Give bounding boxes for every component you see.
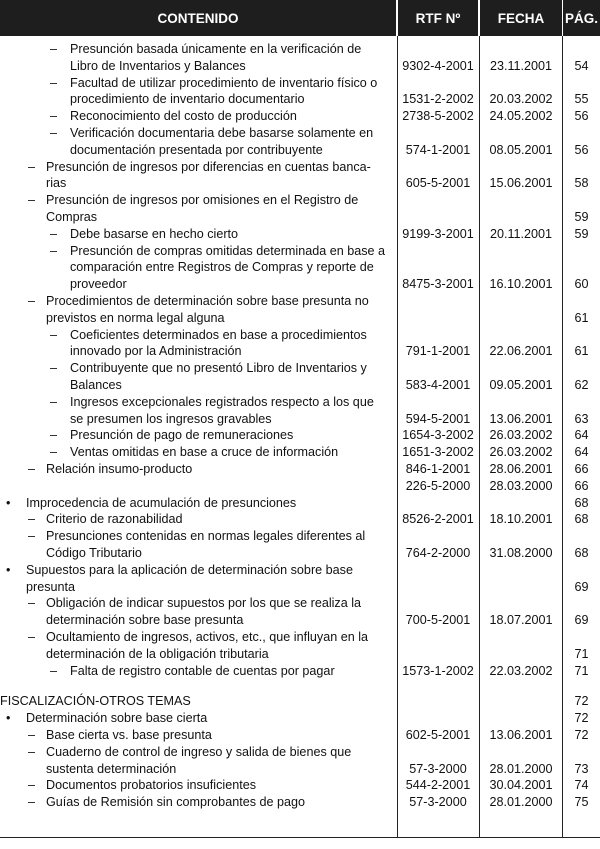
- section-heading: FISCALIZACIÓN-OTROS TEMAS: [0, 694, 191, 709]
- entry-text-line: Improcedencia de acumulación de presunciones: [26, 495, 297, 510]
- dash-marker: –: [28, 596, 36, 611]
- entry-text-line: Facultad de utilizar procedimiento de inventario físico o: [70, 75, 378, 90]
- date: 31.08.2000: [489, 545, 553, 560]
- date: 13.06.2001: [489, 728, 553, 742]
- entry-text-line: Presunción de compras omitidas determinada en base a: [70, 243, 386, 258]
- rtf-number: 594-5-2001: [405, 411, 471, 426]
- entry-text-line: Obligación de indicar supuestos por los que se realiza la: [46, 596, 362, 611]
- index-row: [0, 159, 600, 193]
- rtf-number: 8475-3-2001: [402, 277, 474, 292]
- entry-text-line: Código Tributario: [46, 545, 142, 560]
- dash-marker: –: [28, 512, 36, 527]
- bullet-marker: •: [6, 495, 11, 510]
- header-contenido: CONTENIDO: [0, 0, 396, 36]
- dash-marker: –: [50, 243, 58, 258]
- rtf-number: 1654-3-2002: [402, 428, 474, 443]
- entry-text-line: Base cierta vs. base presunta: [46, 728, 212, 742]
- page-number: 55: [574, 92, 589, 107]
- rtf-number: 700-5-2001: [405, 613, 471, 628]
- page-number: 68: [574, 545, 589, 560]
- dash-marker: –: [28, 630, 36, 644]
- entry-text-line: Reconocimiento del costo de producción: [70, 109, 297, 124]
- index-row: [0, 394, 600, 428]
- entry-text-line: determinación de la obligación tributaria: [46, 646, 269, 661]
- date: 23.11.2001: [489, 58, 553, 73]
- date: 28.06.2001: [489, 462, 553, 476]
- rtf-number: 9302-4-2001: [402, 58, 474, 73]
- index-row: [0, 663, 600, 680]
- dash-marker: –: [50, 109, 58, 124]
- index-row: [0, 41, 600, 75]
- dash-marker: –: [28, 193, 36, 208]
- date: 18.07.2001: [489, 613, 553, 628]
- entry-text-line: Supuestos para la aplicación de determinación sobre base: [26, 562, 353, 577]
- page-number: 72: [574, 694, 589, 709]
- page-number: 73: [574, 761, 589, 776]
- page-number: 61: [574, 344, 589, 359]
- entry-text-line: Presunción basada únicamente en la verificación de: [70, 42, 362, 56]
- page-number: 66: [574, 462, 589, 476]
- dash-marker: –: [50, 394, 58, 409]
- dash-marker: –: [28, 728, 36, 742]
- page-number: 75: [574, 795, 589, 810]
- page-number: 62: [574, 377, 589, 392]
- page-number: 58: [574, 176, 589, 191]
- entry-text-line: determinación sobre base presunta: [46, 613, 244, 628]
- date: 20.11.2001: [489, 226, 553, 241]
- index-row: [0, 562, 600, 596]
- entry-text-line: Ingresos excepcionales registrados respecto a los que: [70, 394, 374, 409]
- index-row: [0, 293, 600, 327]
- index-row: [0, 125, 600, 159]
- entry-text-line: documentación presentada por contribuyente: [70, 142, 323, 157]
- index-row: [0, 744, 600, 778]
- rtf-number: 1531-2-2002: [402, 92, 474, 107]
- page-number: 63: [574, 411, 589, 426]
- dash-marker: –: [50, 445, 58, 460]
- dash-marker: –: [50, 126, 58, 140]
- bottom-rule: [0, 837, 600, 838]
- date: 28.01.2000: [489, 761, 553, 776]
- dash-marker: –: [28, 795, 36, 810]
- bullet-marker: •: [6, 711, 11, 726]
- entry-text-line: Compras: [46, 209, 98, 224]
- rtf-number: 2738-5-2002: [402, 109, 474, 124]
- entry-text-line: Relación insumo-producto: [46, 462, 193, 476]
- date: 08.05.2001: [489, 142, 553, 157]
- entry-text-line: Cuaderno de control de ingreso y salida de bienes que: [46, 744, 352, 759]
- rtf-number: 226-5-2000: [405, 478, 471, 493]
- page-number: 56: [574, 109, 589, 124]
- dash-marker: –: [28, 744, 36, 759]
- index-row: [0, 495, 600, 512]
- rtf-number: 602-5-2001: [405, 728, 471, 742]
- page-number: 68: [574, 512, 589, 527]
- index-row: [0, 327, 600, 361]
- rtf-number: 1651-3-2002: [402, 445, 474, 460]
- rtf-number: 574-1-2001: [405, 142, 471, 157]
- index-row: [0, 629, 600, 663]
- index-row: [0, 511, 600, 528]
- entry-text-line: Verificación documentaria debe basarse solamente en: [70, 126, 374, 140]
- entry-text-line: procedimiento de inventario documentario: [70, 92, 305, 107]
- dash-marker: –: [28, 778, 36, 793]
- index-row: [0, 595, 600, 629]
- rtf-number: 8526-2-2001: [402, 512, 474, 527]
- entry-text-line: Procedimientos de determinación sobre base presunta no: [46, 294, 369, 308]
- index-row: [0, 777, 600, 794]
- dash-marker: –: [28, 529, 36, 544]
- rtf-number: 846-1-2001: [405, 462, 471, 476]
- entry-text-line: Coeficientes determinados en base a procedimientos: [70, 327, 367, 342]
- dash-marker: –: [50, 75, 58, 90]
- entry-text-line: Determinación sobre base cierta: [26, 711, 208, 726]
- entry-text-line: Presunciones contenidas en normas legales diferentes al: [46, 529, 366, 544]
- page-number: 72: [574, 711, 589, 726]
- entry-text-line: sustenta determinación: [46, 761, 177, 776]
- entry-text-line: Ocultamiento de ingresos, activos, etc., que influyan en la: [46, 630, 369, 644]
- rtf-number: 791-1-2001: [405, 344, 471, 359]
- dash-marker: –: [50, 428, 58, 443]
- entry-text-line: Presunción de ingresos por diferencias en cuentas banca-: [46, 159, 371, 174]
- rtf-number: 544-2-2001: [405, 778, 471, 793]
- index-row: [0, 360, 600, 394]
- page-number: 64: [574, 445, 589, 460]
- index-row: [0, 75, 600, 109]
- dash-marker: –: [28, 159, 36, 174]
- page-number: 59: [574, 209, 589, 224]
- entry-text-line: comparación entre Registros de Compras y reporte de: [70, 260, 374, 275]
- index-row: [0, 478, 600, 495]
- index-row: [0, 192, 600, 226]
- index-row: [0, 794, 600, 811]
- entry-text-line: Falta de registro contable de cuentas por pagar: [70, 663, 335, 678]
- entry-text-line: Criterio de razonabilidad: [46, 512, 183, 527]
- rtf-number: 764-2-2000: [405, 545, 471, 560]
- entry-text-line: Presunción de pago de remuneraciones: [70, 428, 294, 443]
- page-number: 61: [574, 310, 589, 325]
- date: 22.06.2001: [489, 344, 553, 359]
- entry-text-line: proveedor: [70, 277, 127, 292]
- dash-marker: –: [50, 327, 58, 342]
- page-number: 54: [574, 58, 589, 73]
- page-number: 69: [574, 579, 589, 594]
- entry-text-line: Documentos probatorios insuficientes: [46, 778, 257, 793]
- index-row: [0, 528, 600, 562]
- date: 13.06.2001: [489, 411, 553, 426]
- entry-text-line: Ventas omitidas en base a cruce de información: [70, 445, 339, 460]
- page-number: 64: [574, 428, 589, 443]
- page-number: 60: [574, 277, 589, 292]
- date: 22.03.2002: [489, 663, 553, 678]
- entry-text-line: rias: [46, 176, 67, 191]
- date: 26.03.2002: [489, 445, 553, 460]
- page-number: 66: [574, 478, 589, 493]
- header-rtf: RTF Nº: [398, 0, 478, 36]
- entry-text-line: Balances: [70, 377, 122, 392]
- page-number: 68: [574, 495, 589, 510]
- index-row: [0, 693, 600, 710]
- rtf-number: 9199-3-2001: [402, 226, 474, 241]
- dash-marker: –: [28, 462, 36, 476]
- dash-marker: –: [50, 226, 58, 241]
- dash-marker: –: [50, 361, 58, 376]
- dash-marker: –: [50, 42, 58, 56]
- index-row: [0, 727, 600, 744]
- date: 18.10.2001: [489, 512, 553, 527]
- date: 09.05.2001: [489, 377, 553, 392]
- index-row: [0, 444, 600, 461]
- entry-text-line: se presumen los ingresos gravables: [70, 411, 272, 426]
- bullet-marker: •: [6, 562, 11, 577]
- rtf-number: 583-4-2001: [405, 377, 471, 392]
- page-number: 71: [574, 646, 589, 661]
- date: 24.05.2002: [489, 109, 553, 124]
- rtf-number: 1573-1-2002: [402, 663, 474, 678]
- index-row: [0, 108, 600, 125]
- date: 28.01.2000: [489, 795, 553, 810]
- header-pag: PÁG.: [563, 0, 600, 36]
- date: 30.04.2001: [489, 778, 553, 793]
- date: 26.03.2002: [489, 428, 553, 443]
- page-number: 69: [574, 613, 589, 628]
- date: 15.06.2001: [489, 176, 553, 191]
- entry-text-line: Debe basarse en hecho cierto: [70, 226, 239, 241]
- dash-marker: –: [28, 294, 36, 308]
- rtf-number: 57-3-2000: [409, 795, 467, 810]
- page-number: 74: [574, 778, 589, 793]
- page-number: 59: [574, 226, 589, 241]
- index-row: [0, 243, 600, 293]
- dash-marker: –: [50, 663, 58, 678]
- entry-text-line: Guías de Remisión sin comprobantes de pago: [46, 795, 306, 810]
- index-row: [0, 427, 600, 444]
- entry-text-line: innovado por la Administración: [70, 344, 242, 359]
- header-fecha: FECHA: [480, 0, 562, 36]
- entry-text-line: Presunción de ingresos por omisiones en el Registro de: [46, 193, 359, 208]
- index-row: [0, 226, 600, 243]
- page-number: 56: [574, 142, 589, 157]
- entry-text-line: previstos en norma legal alguna: [46, 310, 225, 325]
- entry-text-line: Libro de Inventarios y Balances: [70, 58, 246, 73]
- date: 20.03.2002: [489, 92, 553, 107]
- rtf-number: 605-5-2001: [405, 176, 471, 191]
- index-row: [0, 461, 600, 478]
- date: 28.03.2000: [489, 478, 553, 493]
- page-number: 71: [574, 663, 589, 678]
- entry-text-line: presunta: [26, 579, 76, 594]
- index-row: [0, 710, 600, 727]
- page-number: 72: [574, 728, 589, 742]
- date: 16.10.2001: [489, 277, 553, 292]
- rtf-number: 57-3-2000: [409, 761, 467, 776]
- entry-text-line: Contribuyente que no presentó Libro de Inventarios y: [70, 361, 367, 376]
